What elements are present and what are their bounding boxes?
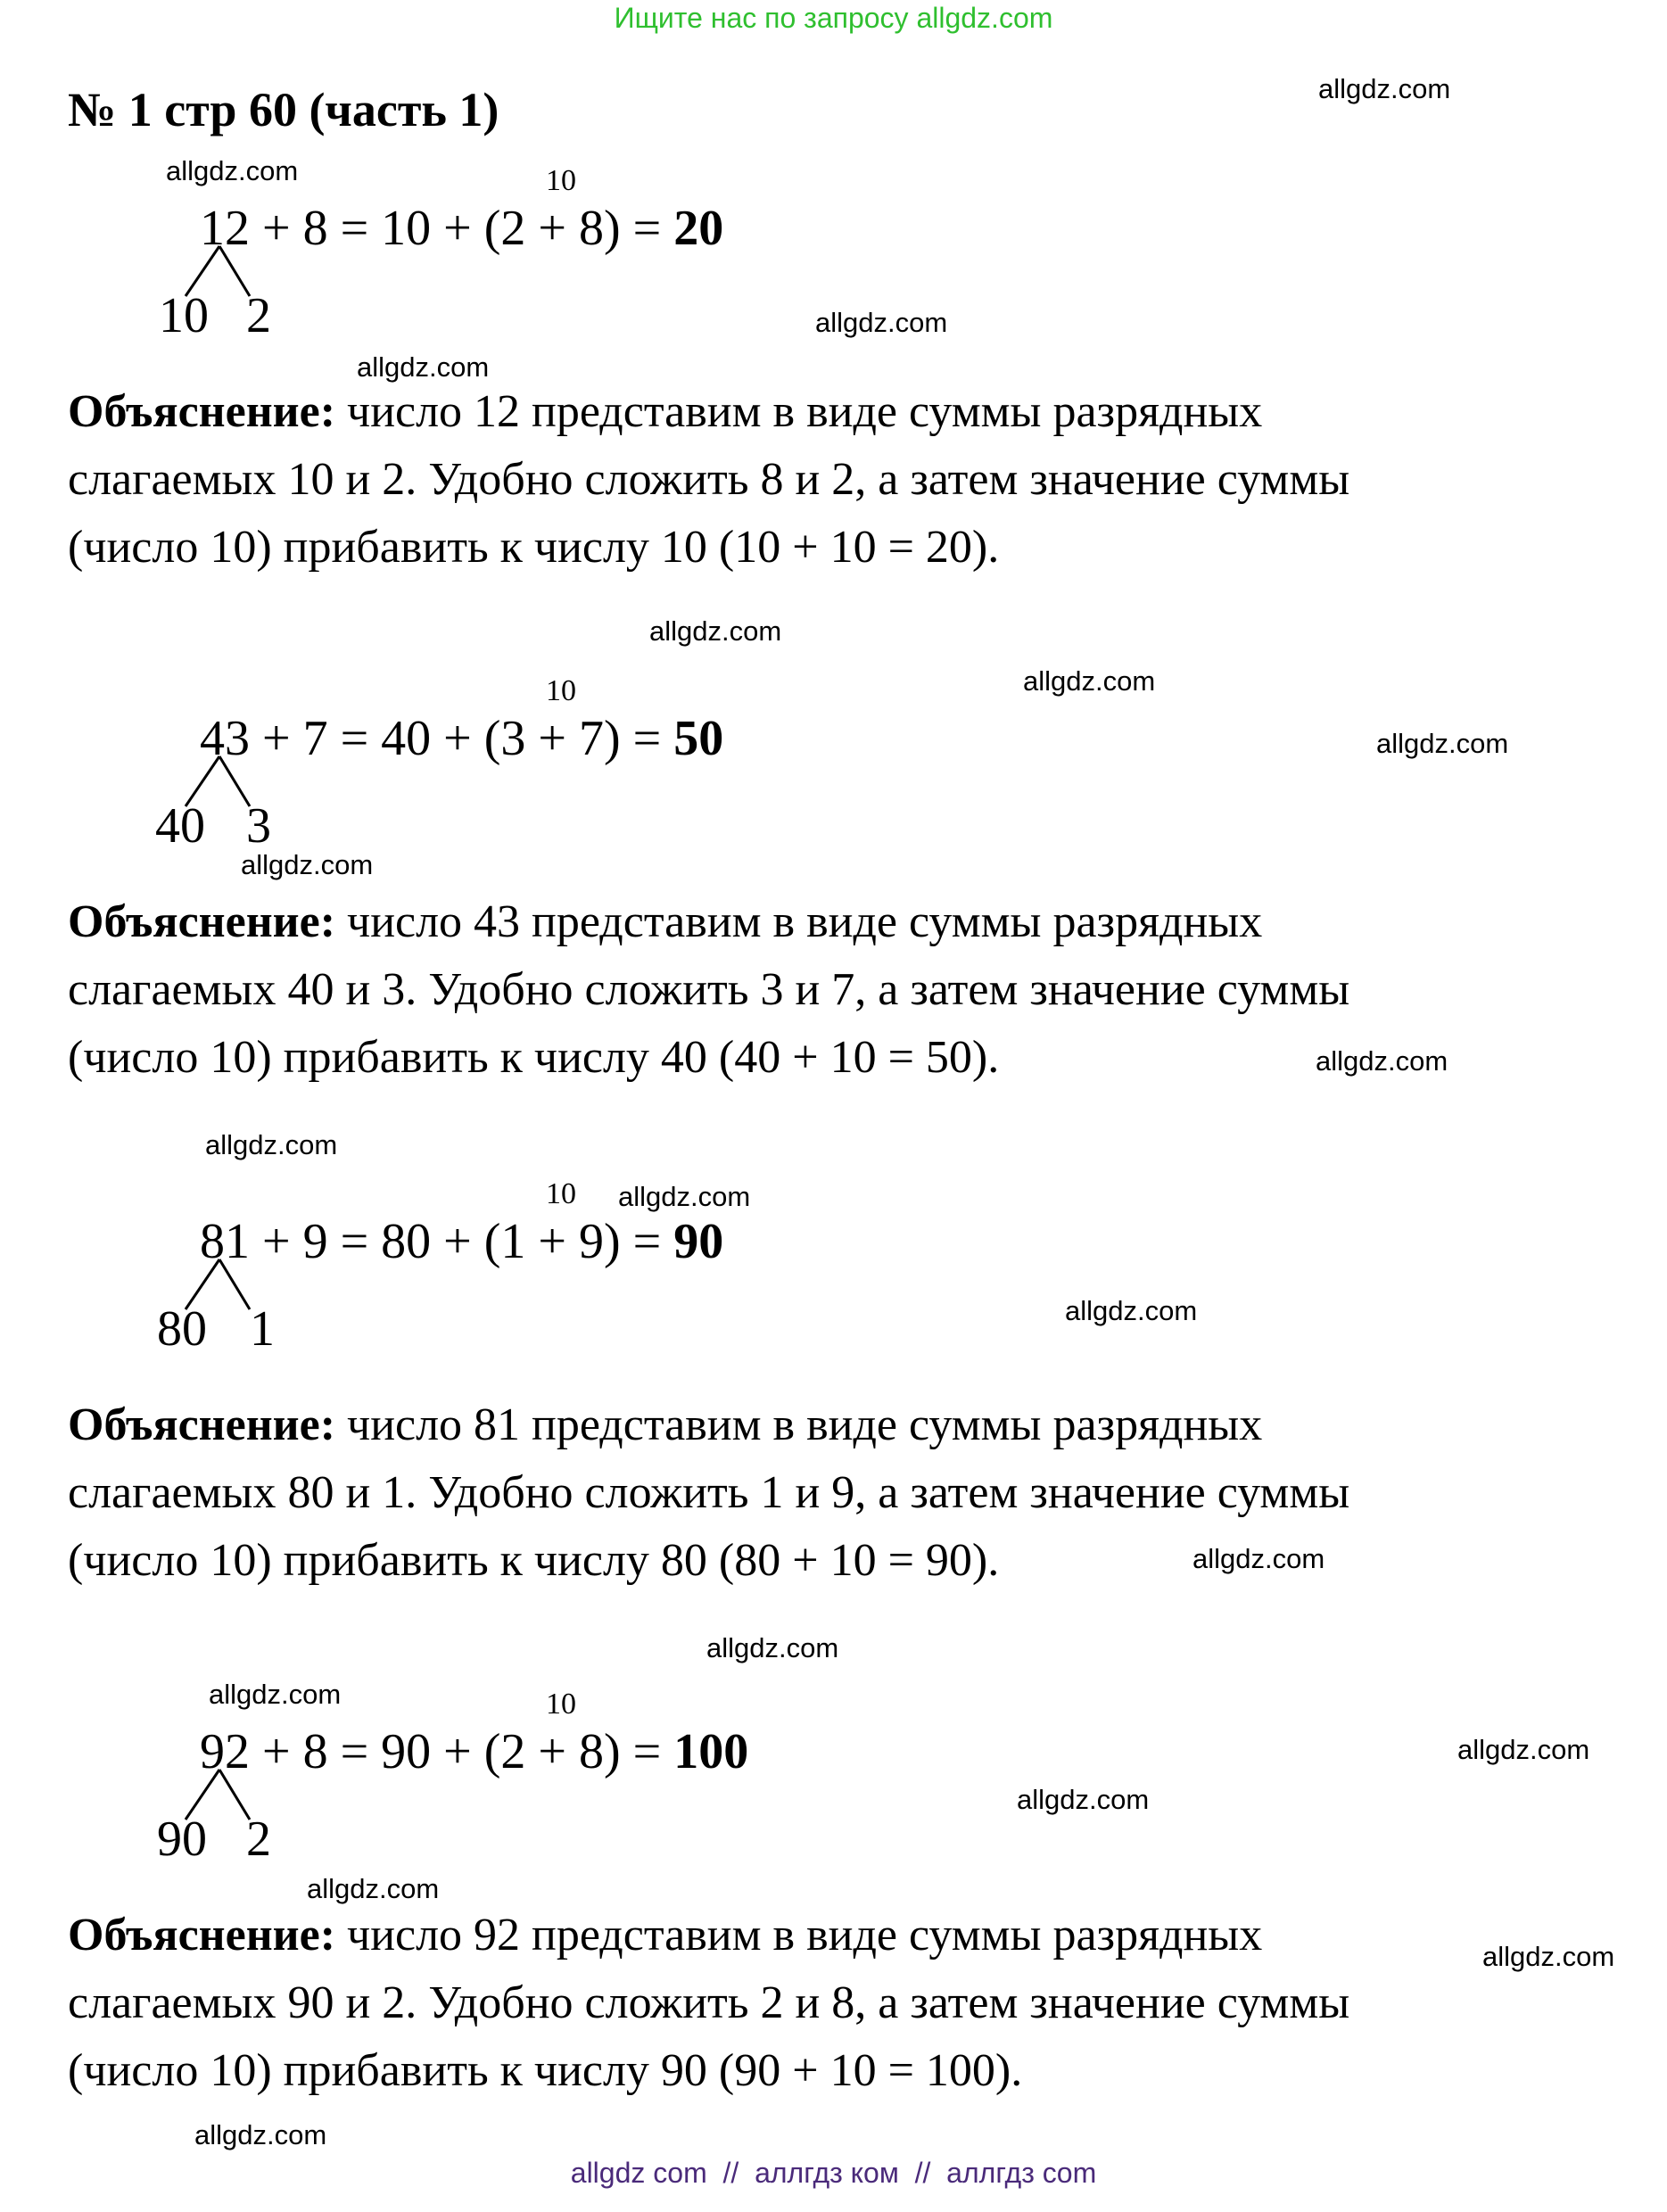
watermark: allgdz.com xyxy=(1192,1543,1325,1574)
group-label: 10 xyxy=(546,674,576,707)
part-left: 40 xyxy=(155,798,205,854)
group-label: 10 xyxy=(546,1177,576,1210)
equation-text: 81 + 9 = 80 + (1 + 9) = xyxy=(200,1214,662,1269)
explanation-line: слагаемых 80 и 1. Удобно сложить 1 и 9, а затем значение суммы xyxy=(68,1467,1350,1518)
explanation-line: (число 10) прибавить к числу 10 (10 + 10 = 20). xyxy=(68,522,1000,573)
explanation-line: слагаемых 10 и 2. Удобно сложить 8 и 2, а затем значение суммы xyxy=(68,454,1350,505)
explanation-text: число 81 представим в виде суммы разрядных xyxy=(347,1399,1263,1450)
group-label: 10 xyxy=(546,1688,576,1721)
explanation-text: число 12 представим в виде суммы разрядных xyxy=(347,386,1263,437)
watermark: allgdz.com xyxy=(649,615,782,647)
explanation xyxy=(68,888,1349,1092)
equation xyxy=(200,710,723,767)
branch-right-line xyxy=(219,756,250,806)
explanation-label: Объяснение: xyxy=(68,896,336,947)
equation-text: 12 + 8 = 10 + (2 + 8) = xyxy=(200,201,662,256)
watermark: allgdz.com xyxy=(166,155,299,186)
explanation-label: Объяснение: xyxy=(68,1910,336,1960)
answer: 100 xyxy=(673,1724,749,1779)
explanation-line: (число 10) прибавить к числу 40 (40 + 10 = 50). xyxy=(68,1032,1000,1083)
explanation-line: слагаемых 90 и 2. Удобно сложить 2 и 8, а затем значение суммы xyxy=(68,1977,1350,2028)
watermark: allgdz.com xyxy=(307,1873,440,1904)
watermark: allgdz.com xyxy=(706,1632,839,1663)
branch-right-line xyxy=(219,246,250,296)
equation xyxy=(200,1723,748,1780)
equation-text: 43 + 7 = 40 + (3 + 7) = xyxy=(200,711,662,766)
equation xyxy=(200,200,723,257)
watermark: allgdz.com xyxy=(1457,1734,1590,1765)
answer: 50 xyxy=(673,711,724,766)
explanation-line: (число 10) прибавить к числу 80 (80 + 10 = 90). xyxy=(68,1535,1000,1586)
part-right: 2 xyxy=(246,288,271,343)
footer-separator: // xyxy=(914,2157,931,2189)
watermark: allgdz.com xyxy=(241,849,374,880)
explanation xyxy=(68,1902,1349,2105)
equation-text: 92 + 8 = 90 + (2 + 8) = xyxy=(200,1724,662,1779)
explanation-line xyxy=(68,1902,1349,1969)
explanation-line xyxy=(68,378,1349,446)
footer-separator: // xyxy=(722,2157,739,2189)
watermark: allgdz.com xyxy=(1482,1941,1615,1972)
group-label: 10 xyxy=(546,164,576,197)
part-right: 3 xyxy=(246,798,271,854)
part-right: 1 xyxy=(250,1301,275,1357)
watermark: allgdz.com xyxy=(1318,73,1451,104)
explanation-text: число 43 представим в виде суммы разрядных xyxy=(347,896,1263,947)
explanation-line: слагаемых 40 и 3. Удобно сложить 3 и 7, а затем значение суммы xyxy=(68,964,1350,1015)
watermark: allgdz.com xyxy=(815,307,948,338)
answer: 90 xyxy=(673,1214,724,1269)
explanation-line xyxy=(68,1391,1349,1459)
page-title: № 1 стр 60 (часть 1) xyxy=(68,83,499,136)
watermark: allgdz.com xyxy=(1376,728,1509,759)
explanation xyxy=(68,1391,1349,1595)
part-right: 2 xyxy=(246,1812,271,1867)
footer-link-allgdz-mixed[interactable]: аллгдз com xyxy=(946,2157,1097,2189)
explanation-line xyxy=(68,888,1349,956)
explanation-label: Объяснение: xyxy=(68,386,336,437)
watermark: allgdz.com xyxy=(1316,1045,1448,1077)
watermark: allgdz.com xyxy=(1065,1295,1198,1326)
explanation-label: Объяснение: xyxy=(68,1399,336,1450)
branch-right-line xyxy=(219,1259,250,1309)
part-left: 90 xyxy=(157,1812,207,1867)
footer xyxy=(0,2157,1667,2190)
watermark: allgdz.com xyxy=(1023,665,1156,697)
watermark: allgdz.com xyxy=(194,2119,327,2150)
explanation-text: число 92 представим в виде суммы разрядных xyxy=(347,1910,1263,1960)
watermark: allgdz.com xyxy=(209,1679,342,1710)
watermark: allgdz.com xyxy=(618,1181,751,1212)
part-left: 10 xyxy=(159,288,209,343)
watermark: allgdz.com xyxy=(205,1129,338,1160)
branch-right-line xyxy=(219,1770,250,1820)
footer-link-allgdz[interactable]: allgdz com xyxy=(570,2157,707,2189)
answer: 20 xyxy=(673,201,724,256)
part-left: 80 xyxy=(157,1301,207,1357)
footer-link-allgdz-ru[interactable]: аллгдз ком xyxy=(755,2157,899,2189)
watermark: allgdz.com xyxy=(1017,1784,1150,1815)
explanation-line: (число 10) прибавить к числу 90 (90 + 10 = 100). xyxy=(68,2045,1023,2096)
top-banner: Ищите нас по запросу allgdz.com xyxy=(614,2,1053,34)
equation xyxy=(200,1213,723,1270)
watermark: allgdz.com xyxy=(357,351,490,383)
explanation xyxy=(68,378,1349,582)
